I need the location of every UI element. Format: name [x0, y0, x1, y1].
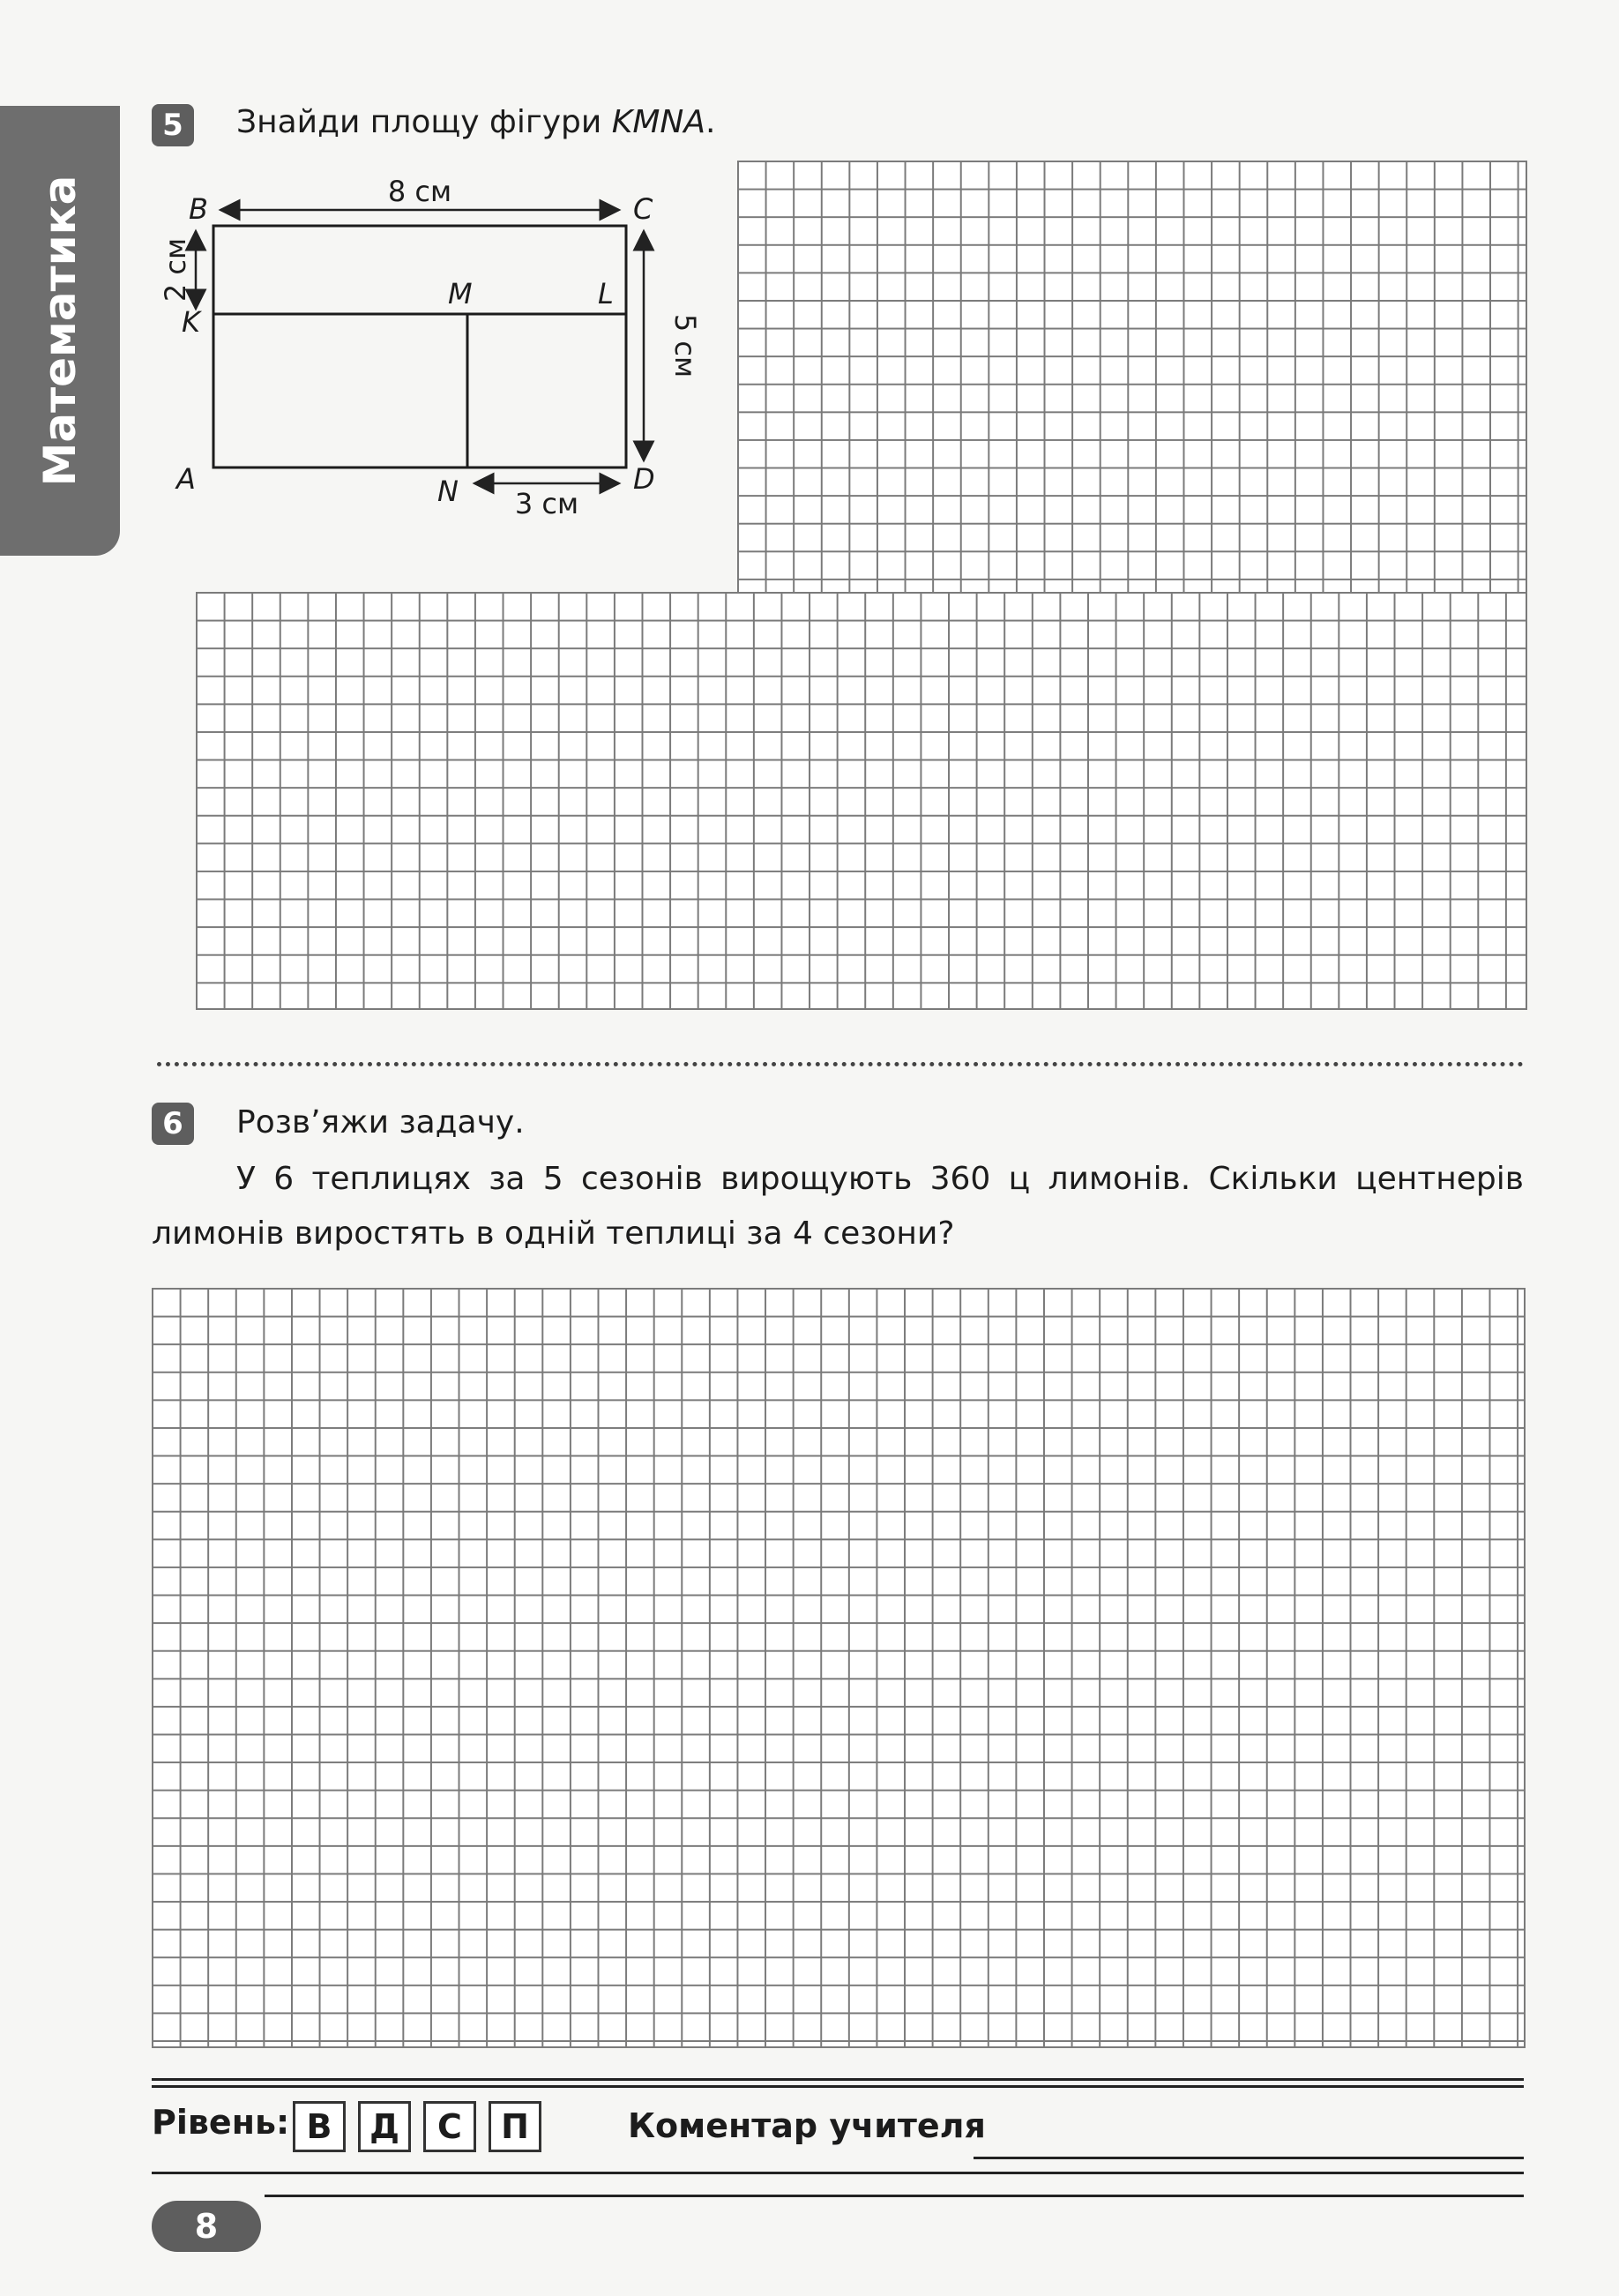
point-label-m: M [448, 277, 473, 310]
level-box-s[interactable]: С [423, 2101, 476, 2152]
point-label-l: L [598, 277, 614, 310]
subject-side-tab [0, 106, 120, 556]
dimension-label-top: 8 см [387, 175, 452, 208]
rectangle-abcd [213, 226, 626, 467]
level-box-d[interactable]: Д [358, 2101, 411, 2152]
task-5-title-text: Знайди площу фігури [236, 104, 612, 140]
point-label-a: A [176, 462, 196, 496]
task-5-title [236, 104, 715, 140]
task-6-problem-text: У 6 теплицях за 5 сезонів вирощують 360 ц лимонів. Скільки центнерів лимонів виростять в одній теплиці за 4 сезони? [152, 1161, 1524, 1252]
teacher-comment-line[interactable] [974, 2157, 1524, 2159]
task-5-answer-grid-upper[interactable] [737, 161, 1527, 594]
task-5-figure-name: KMNA [611, 104, 705, 140]
level-label: Рівень: [152, 2103, 290, 2142]
dimension-label-left: 2 см [159, 237, 192, 303]
task-5-title-end: . [705, 104, 716, 140]
point-label-c: C [633, 192, 653, 226]
task-separator-dotted [157, 1062, 1524, 1066]
teacher-comment-label: Коментар учителя [628, 2106, 986, 2145]
page-number: 8 [152, 2201, 261, 2252]
rectangle-diagram [150, 173, 702, 552]
dimension-label-right: 5 см [668, 313, 702, 378]
task-6-title: Розв’яжи задачу. [236, 1104, 525, 1141]
level-box-p[interactable]: П [489, 2101, 541, 2152]
point-label-n: N [437, 475, 459, 508]
footer-bottom-rule [152, 2172, 1524, 2174]
point-label-b: B [189, 192, 208, 226]
task-5-answer-grid-lower[interactable] [196, 592, 1527, 1010]
dimension-label-bottom: 3 см [514, 487, 579, 520]
task-6-answer-grid[interactable] [152, 1288, 1526, 2048]
footer-top-rule [152, 2078, 1524, 2081]
level-box-v[interactable]: В [293, 2101, 346, 2152]
task-5-number-badge: 5 [152, 104, 194, 146]
point-label-k: K [182, 305, 200, 339]
subject-label: Математика [34, 175, 86, 487]
task-6-number-badge: 6 [152, 1103, 194, 1145]
footer-bottom-rule-2 [265, 2195, 1524, 2197]
point-label-d: D [633, 462, 655, 496]
footer-top-rule-2 [152, 2085, 1524, 2088]
